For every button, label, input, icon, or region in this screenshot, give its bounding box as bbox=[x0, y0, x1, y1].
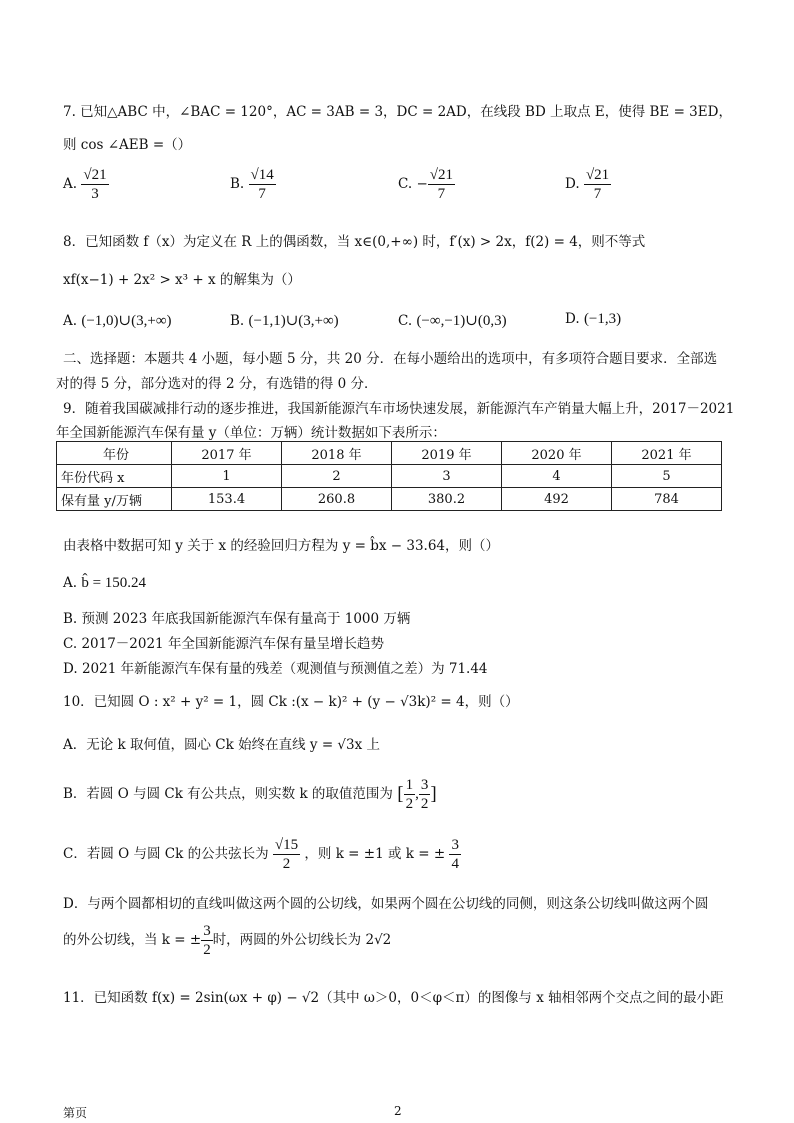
q9-option-d: D. 2021 年新能源汽车保有量的残差（观测值与预测值之差）为 71.44 bbox=[63, 661, 488, 677]
q9-option-b: B. 预测 2023 年底我国新能源汽车保有量高于 1000 万辆 bbox=[63, 611, 411, 627]
table-cell: 2020 年 bbox=[502, 442, 612, 465]
footer-label: 第页 bbox=[63, 1106, 88, 1120]
q10-option-d-line2: 的外公切线，当 k = ± $\frac{3}{2}$ 时，两圆的外公切线长为 2√2 bbox=[63, 923, 392, 958]
q9-line2: 年全国新能源汽车保有量 y（单位：万辆）统计数据如下表所示： bbox=[56, 425, 446, 441]
q8-option-b: B. (−1,1)∪(3,+∞) bbox=[230, 313, 339, 329]
q7-option-c: C. − $\frac{√21}{7}$ bbox=[398, 167, 453, 202]
q7-line2: 则 cos ∠AEB =（） bbox=[63, 137, 192, 153]
table-cell: 1 bbox=[172, 465, 282, 488]
table-cell: 3 bbox=[392, 465, 502, 488]
table-cell: 260.8 bbox=[282, 488, 392, 511]
q7-line1: 7. 已知△ABC 中，∠BAC = 120°，AC = 3AB = 3，DC = 2AD，在线段 BD 上取点 E，使得 BE = 3ED， bbox=[63, 104, 732, 120]
table-row bbox=[57, 488, 722, 511]
table-row bbox=[57, 442, 722, 465]
q9-option-a: A. b̂ = 150.24 bbox=[63, 575, 147, 591]
q9-option-c: C. 2017－2021 年全国新能源汽车保有量呈增长趋势 bbox=[63, 636, 384, 652]
table-cell: 2017 年 bbox=[172, 442, 282, 465]
q10-stem: 10．已知圆 O : x² + y² = 1，圆 Ck :(x − k)² + (y − √3k)² = 4，则（） bbox=[63, 694, 519, 710]
table-cell: 153.4 bbox=[172, 488, 282, 511]
table-cell: 保有量 y/万辆 bbox=[57, 488, 172, 511]
table-cell: 2021 年 bbox=[612, 442, 722, 465]
table-cell: 2019 年 bbox=[392, 442, 502, 465]
table-row bbox=[57, 465, 722, 488]
q7-option-b: B. $\frac{√14}{7}$ bbox=[230, 167, 274, 202]
q9-stem: 由表格中数据可知 y 关于 x 的经验回归方程为 y = b̂x − 33.64，则（） bbox=[63, 538, 500, 554]
table-cell: 2 bbox=[282, 465, 392, 488]
q8-line1: 8．已知函数 f（x）为定义在 R 上的偶函数，当 x∈(0,+∞) 时，f′(x) > 2x，f(2) = 4，则不等式 bbox=[63, 234, 646, 250]
q9-line1: 9．随着我国碳减排行动的逐步推进，我国新能源汽车市场快速发展，新能源汽车产销量大幅上升，2017－2021 bbox=[63, 401, 735, 417]
q7-option-a: A. $\frac{√21}{3}$ bbox=[63, 167, 107, 202]
q7-option-d: D. $\frac{√21}{7}$ bbox=[565, 167, 610, 202]
q8-option-c: C. (−∞,−1)∪(0,3) bbox=[398, 313, 507, 329]
data-table bbox=[56, 441, 722, 511]
table-cell: 2018 年 bbox=[282, 442, 392, 465]
q10-option-d-line1: D．与两个圆都相切的直线叫做这两个圆的公切线，如果两个圆在公切线的同侧，则这条公切线叫做这两个圆 bbox=[63, 896, 709, 912]
q10-option-b: B．若圆 O 与圆 Ck 有公共点，则实数 k 的取值范围为 [ $\frac{1}{2}$ , $\frac{3}{2}$ ] bbox=[63, 777, 437, 812]
table-cell: 5 bbox=[612, 465, 722, 488]
q8-line2: xf(x−1) + 2x² > x³ + x 的解集为（） bbox=[63, 272, 301, 288]
page-number: 2 bbox=[394, 1104, 402, 1118]
table-cell: 年份 bbox=[57, 442, 172, 465]
q10-option-a: A．无论 k 取何值，圆心 Ck 始终在直线 y = √3x 上 bbox=[63, 737, 381, 753]
table-cell: 784 bbox=[612, 488, 722, 511]
section2-line1: 二、选择题：本题共 4 小题，每小题 5 分，共 20 分．在每小题给出的选项中，有多项符合题目要求．全部选 bbox=[63, 351, 718, 367]
q8-option-a: A. (−1,0)∪(3,+∞) bbox=[63, 313, 172, 329]
section2-line2: 对的得 5 分，部分选对的得 2 分，有选错的得 0 分． bbox=[56, 376, 378, 392]
q8-option-d: D. (−1,3) bbox=[565, 311, 622, 327]
table-cell: 380.2 bbox=[392, 488, 502, 511]
table-cell: 年份代码 x bbox=[57, 465, 172, 488]
table-cell: 4 bbox=[502, 465, 612, 488]
q11-line1: 11．已知函数 f(x) = 2sin(ωx + φ) − √2（其中 ω＞0，0＜φ＜π）的图像与 x 轴相邻两个交点之间的最小距 bbox=[63, 990, 724, 1006]
q10-option-c: C．若圆 O 与圆 Ck 的公共弦长为 $\frac{√15}{2}$ ，则 k = ±1 或 k = ± $\frac{3}{4}$ bbox=[63, 837, 459, 872]
table-cell: 492 bbox=[502, 488, 612, 511]
